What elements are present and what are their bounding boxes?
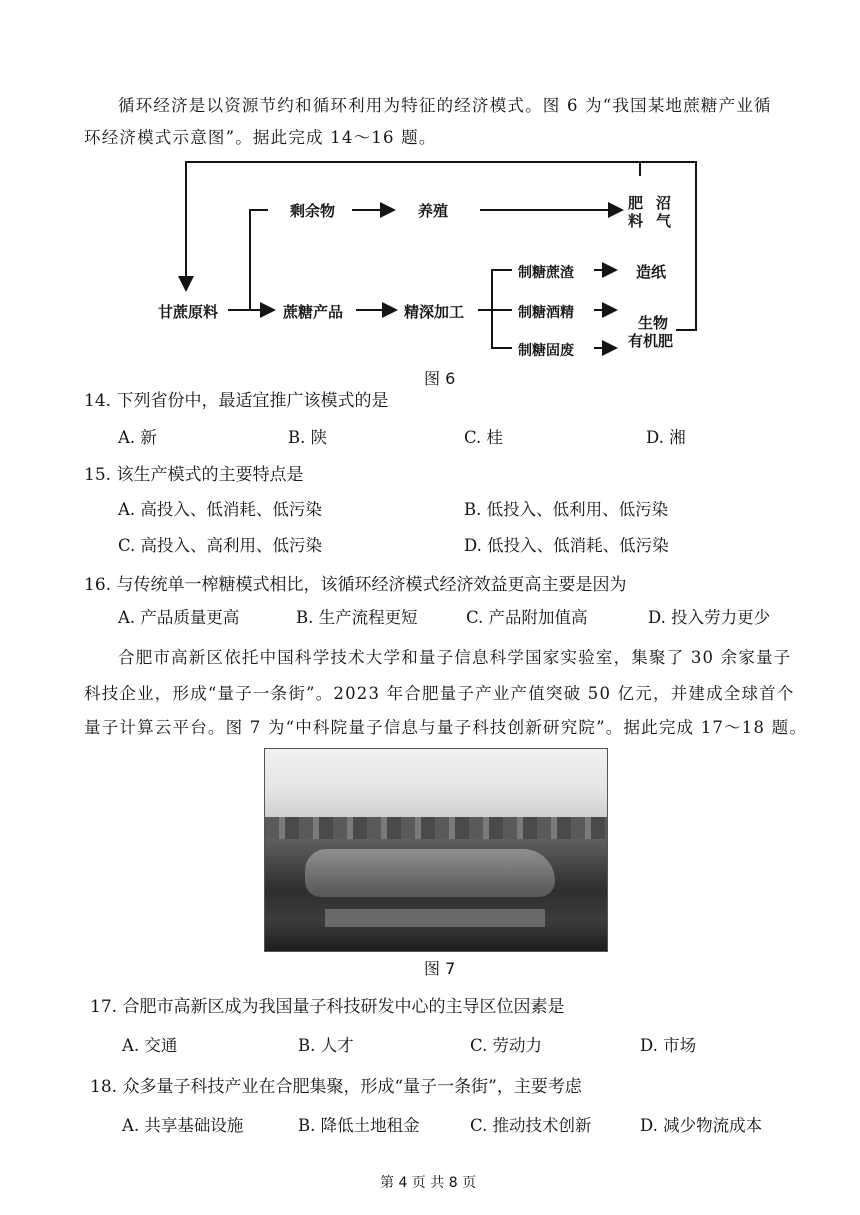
node-paper: 造纸 xyxy=(636,263,667,281)
question-16-option-c[interactable]: C. 产品附加值高 xyxy=(466,608,588,627)
photo-skyline xyxy=(265,817,607,839)
research-institute-photo xyxy=(264,748,608,952)
photo-plaza xyxy=(325,909,545,927)
loop-right-line xyxy=(640,162,696,330)
node-sugar-product: 蔗糖产品 xyxy=(283,303,344,321)
branch-surplus-line xyxy=(250,210,268,310)
question-17-stem: 17. 合肥市高新区成为我国量子科技研发中心的主导区位因素是 xyxy=(90,997,565,1017)
node-alcohol: 制糖酒精 xyxy=(518,305,574,321)
question-14-option-b[interactable]: B. 陕 xyxy=(288,428,328,447)
question-15-stem: 15. 该生产模式的主要特点是 xyxy=(84,465,304,485)
figure-6-caption: 图 6 xyxy=(424,369,456,388)
node-raw-material: 甘蔗原料 xyxy=(158,303,219,321)
question-16-option-d[interactable]: D. 投入劳力更少 xyxy=(648,608,771,627)
passage-2-line-2: 科技企业，形成“量子一条街”。2023 年合肥量子产业产值突破 50 亿元，并建成全球首个 xyxy=(84,684,795,703)
question-14-option-d[interactable]: D. 湘 xyxy=(646,428,686,447)
question-18-option-a[interactable]: A. 共享基础设施 xyxy=(122,1116,244,1135)
question-16-option-b[interactable]: B. 生产流程更短 xyxy=(296,608,418,627)
figure-7-caption: 图 7 xyxy=(424,959,456,978)
question-14-stem: 14. 下列省份中，最适宜推广该模式的是 xyxy=(84,391,389,411)
loop-top-arrow xyxy=(186,162,696,290)
node-bio-fertilizer-1: 生物 xyxy=(638,314,669,332)
node-bio-fertilizer-2: 有机肥 xyxy=(628,332,674,350)
node-bagasse: 制糖蔗渣 xyxy=(518,265,574,281)
question-18-stem: 18. 众多量子科技产业在合肥集聚，形成“量子一条街”，主要考虑 xyxy=(90,1077,582,1097)
passage-2-line-1: 合肥市高新区依托中国科学技术大学和量子信息科学国家实验室，集聚了 30 余家量子 xyxy=(118,648,792,667)
passage-2-line-3: 量子计算云平台。图 7 为“中科院量子信息与量子科技创新研究院”。据此完成 17～18 题。 xyxy=(84,718,808,737)
node-biogas-2: 气 xyxy=(656,212,672,230)
question-17-option-d[interactable]: D. 市场 xyxy=(640,1036,697,1055)
photo-building xyxy=(305,849,555,897)
intro-line-2: 环经济模式示意图”。据此完成 14～16 题。 xyxy=(84,128,437,147)
question-15-option-a[interactable]: A. 高投入、低消耗、低污染 xyxy=(118,500,322,519)
question-17-option-b[interactable]: B. 人才 xyxy=(298,1036,354,1055)
question-18-option-b[interactable]: B. 降低土地租金 xyxy=(298,1116,420,1135)
node-fertilizer-1: 肥 xyxy=(628,194,644,212)
question-18-option-c[interactable]: C. 推动技术创新 xyxy=(470,1116,592,1135)
node-breeding: 养殖 xyxy=(418,202,449,220)
intro-line-1: 循环经济是以资源节约和循环利用为特征的经济模式。图 6 为“我国某地蔗糖产业循 xyxy=(118,96,772,115)
question-15-option-d[interactable]: D. 低投入、低消耗、低污染 xyxy=(464,536,669,555)
question-18-option-d[interactable]: D. 减少物流成本 xyxy=(640,1116,763,1135)
question-16-option-a[interactable]: A. 产品质量更高 xyxy=(118,608,240,627)
node-fertilizer-2: 料 xyxy=(628,212,644,230)
question-15-option-c[interactable]: C. 高投入、高利用、低污染 xyxy=(118,536,323,555)
question-15-option-b[interactable]: B. 低投入、低利用、低污染 xyxy=(464,500,669,519)
page-number-footer: 第 4 页 共 8 页 xyxy=(380,1175,477,1191)
question-14-option-c[interactable]: C. 桂 xyxy=(464,428,504,447)
node-biogas-1: 沼 xyxy=(656,194,672,212)
question-14-option-a[interactable]: A. 新 xyxy=(118,428,157,447)
question-17-option-a[interactable]: A. 交通 xyxy=(122,1036,178,1055)
node-surplus: 剩余物 xyxy=(290,202,336,220)
node-deep-processing: 精深加工 xyxy=(404,303,465,321)
node-solid-waste: 制糖固废 xyxy=(518,343,574,359)
question-17-option-c[interactable]: C. 劳动力 xyxy=(470,1036,543,1055)
question-16-stem: 16. 与传统单一榨糖模式相比，该循环经济模式经济效益更高主要是因为 xyxy=(84,575,627,595)
